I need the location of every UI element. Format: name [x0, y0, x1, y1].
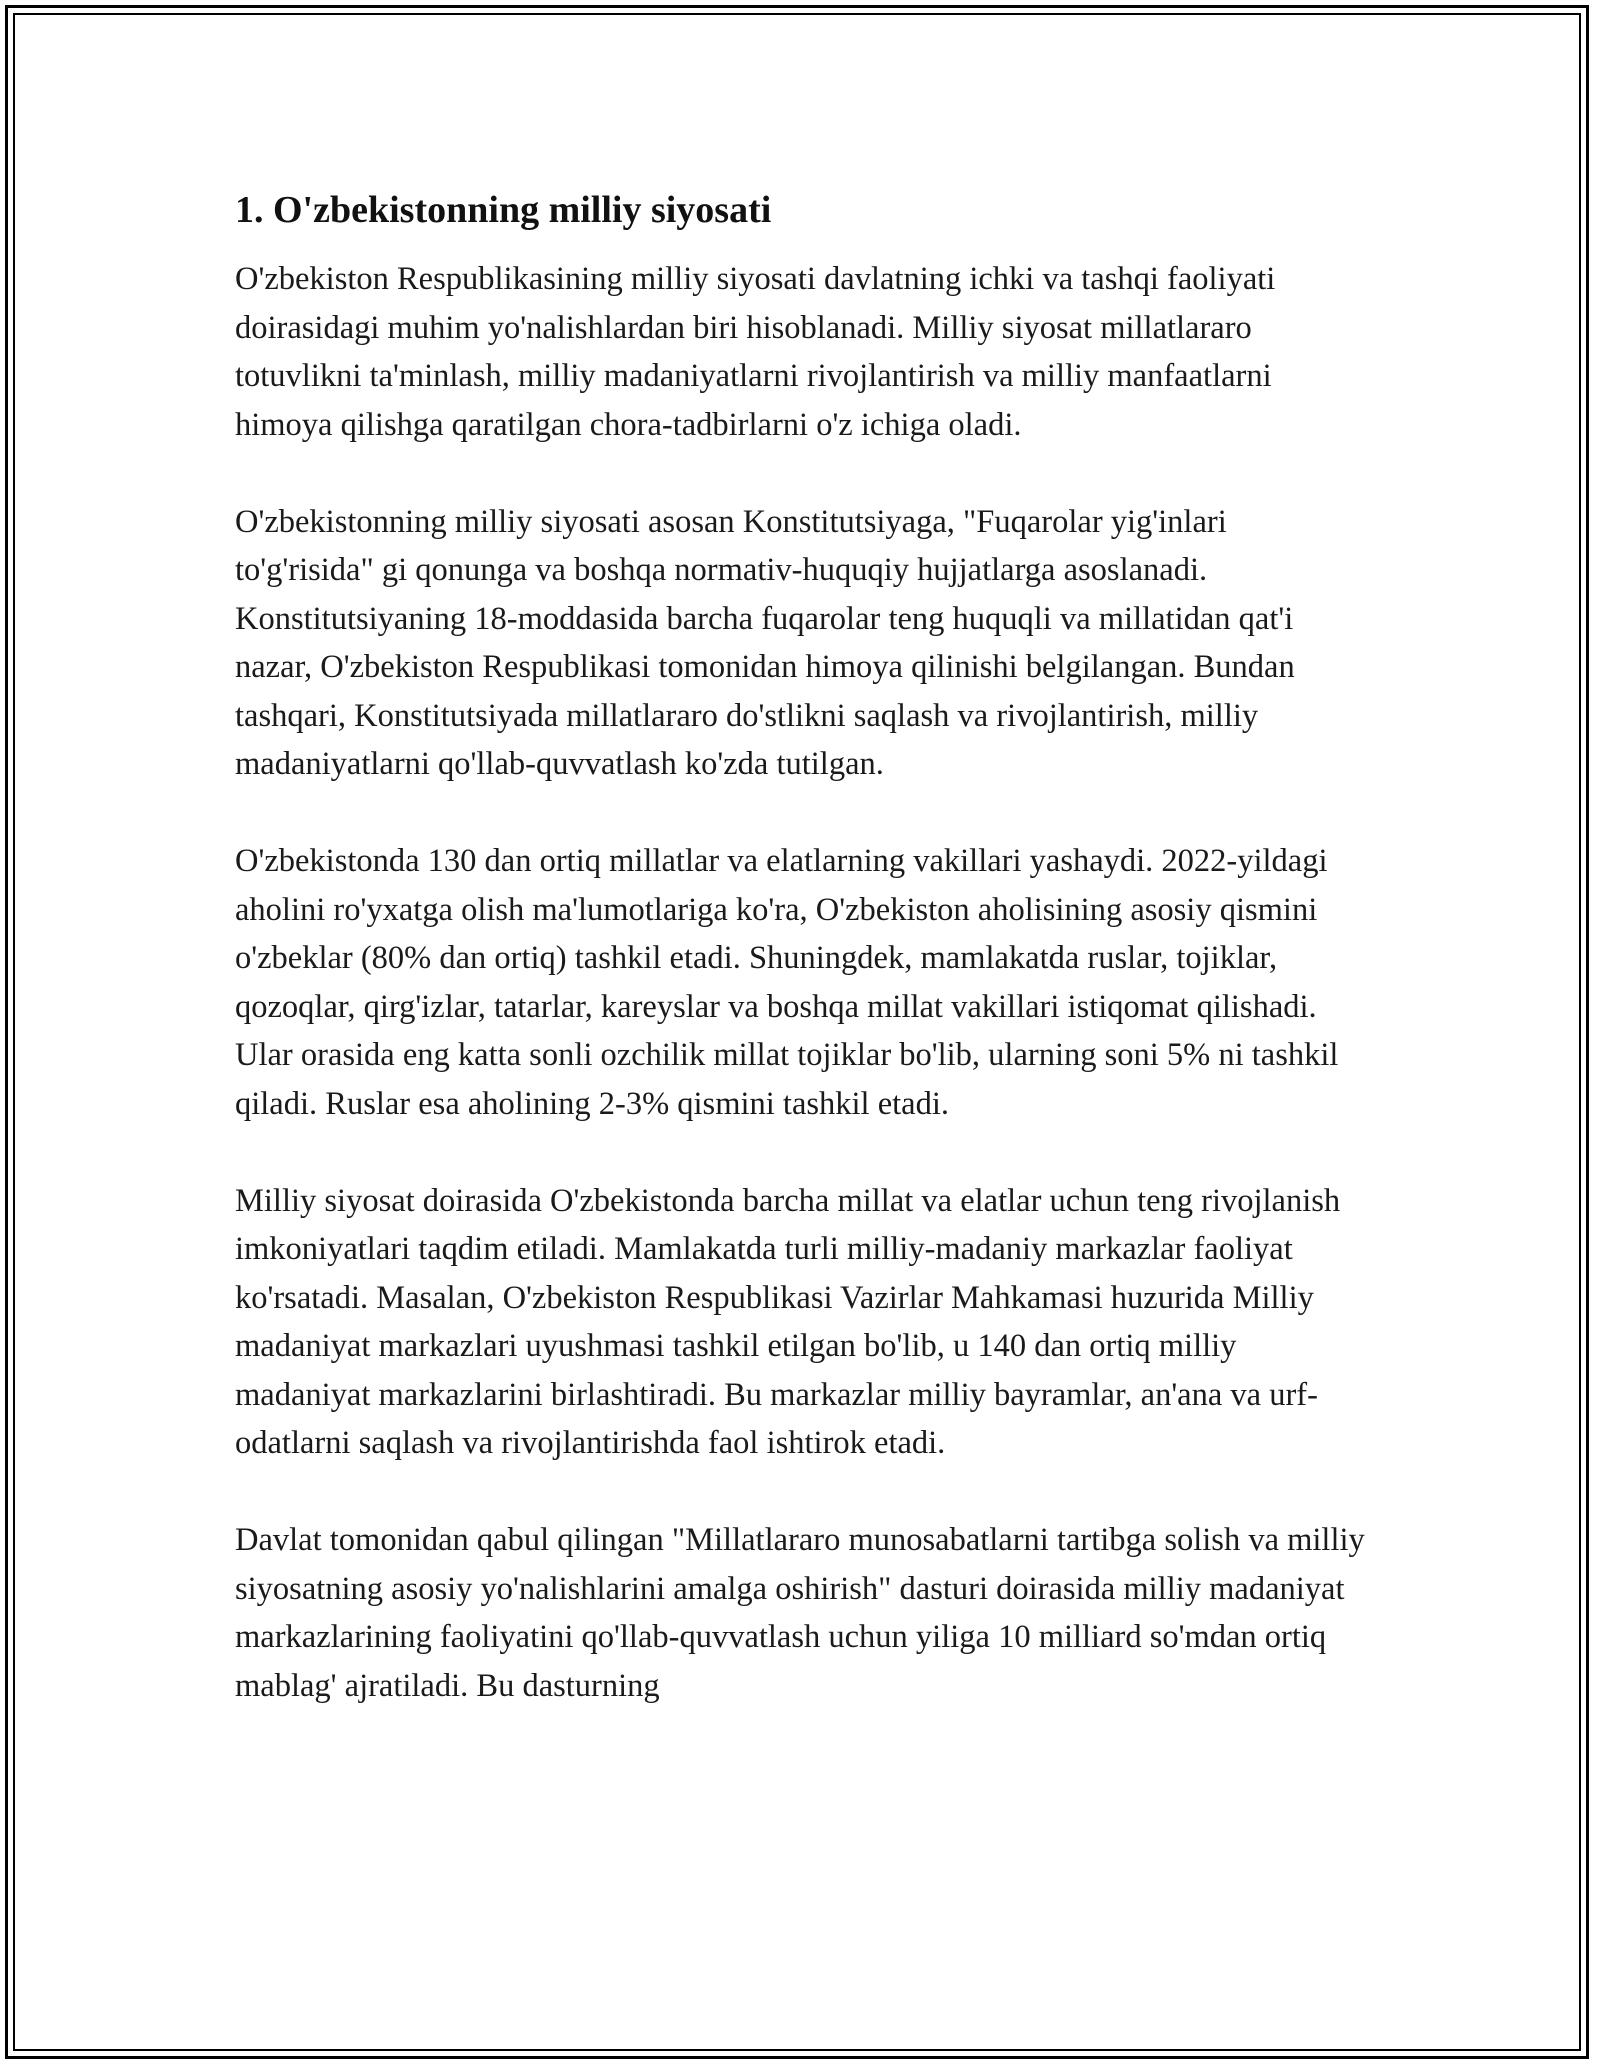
- paragraph-2: O'zbekistonning milliy siyosati asosan Konstitutsiyaga, "Fuqarolar yig'inlari to'g'risida" gi qonunga va boshqa normativ-huquqiy hujjatlarga asoslanadi. Konstitutsiyaning 18-moddasida barcha fuqarolar teng huquqli va millatidan qat'i nazar, O'zbekiston Respublikasi tomonidan himoya qilinishi belgilangan. Bundan tashqari, Konstitutsiyada millatlararo do'stlikni saqlash va rivojlantirish, milliy madaniyatlarni qo'llab-quvvatlash ko'zda tutilgan.: [235, 503, 1295, 782]
- paragraph-1: O'zbekiston Respublikasining milliy siyosati davlatning ichki va tashqi faoliyati doirasidagi muhim yo'nalishlardan biri hisoblanadi. Milliy siyosat millatlararo totuvlikni ta'minlash, milliy madaniyatlarni rivojlantirish va milliy manfaatlarni himoya qilishga qaratilgan chora-tadbirlarni o'z ichiga oladi.: [235, 261, 1276, 443]
- paragraph-5: Davlat tomonidan qabul qilingan "Millatlararo munosabatlarni tartibga solish va milliy siyosatning asosiy yo'nalishlarini amalga oshirish" dasturi doirasida milliy madaniyat markazlarining faoliyatini qo'llab-quvvatlash uchun yiliga 10 milliard so'mdan ortiq mablag' ajratiladi. Bu dasturning: [235, 1522, 1365, 1704]
- document-body: [235, 185, 1370, 1759]
- paragraph-3: O'zbekistonda 130 dan ortiq millatlar va elatlarning vakillari yashaydi. 2022-yildagi aholini ro'yxatga olish ma'lumotlariga ko'ra, O'zbekiston aholisining asosiy qismini o'zbeklar (80% dan ortiq) tashkil etadi. Shuningdek, mamlakatda ruslar, tojiklar, qozoqlar, qirg'izlar, tatarlar, kareyslar va boshqa millat vakillari istiqomat qilishadi. Ular orasida eng katta sonli ozchilik millat tojiklar bo'lib, ularning soni 5% ni tashkil qiladi. Ruslar esa aholining 2-3% qismini tashkil etadi.: [235, 843, 1339, 1122]
- paragraph-4: Milliy siyosat doirasida O'zbekistonda barcha millat va elatlar uchun teng rivojlanish imkoniyatlari taqdim etiladi. Mamlakatda turli milliy-madaniy markazlar faoliyat ko'rsatadi. Masalan, O'zbekiston Respublikasi Vazirlar Mahkamasi huzurida Milliy madaniyat markazlari uyushmasi tashkil etilgan bo'lib, u 140 dan ortiq milliy madaniyat markazlarini birlashtiradi. Bu markazlar milliy bayramlar, an'ana va urf-odatlarni saqlash va rivojlantirishda faol ishtirok etadi.: [235, 1182, 1341, 1461]
- section-heading: 1. O'zbekistonning milliy siyosati: [235, 189, 772, 231]
